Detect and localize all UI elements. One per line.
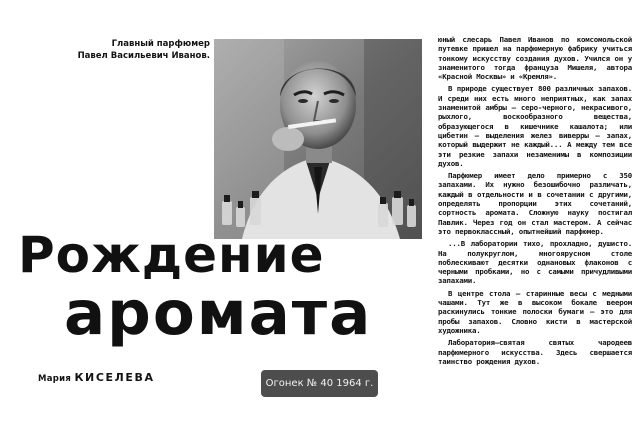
caption-line-1: Главный парфюмер — [111, 39, 210, 49]
article-paragraph: Лаборатория—святая святых чародеев парфюмерного искусства. Здесь свершается таинство рождения духов. — [438, 338, 632, 366]
article-paragraph: юный слесарь Павел Иванов по комсомольской путевке пришел на парфюмерную фабрику учиться тонкому искусству создания духов. Учился он у знаменитого тогда француза Мишеля, автора «Красной Москвы» и «Кремля». — [438, 35, 632, 82]
perfumer-portrait-image — [214, 39, 422, 239]
perfumer-photo — [214, 39, 422, 239]
headline-word-1: Рождение — [18, 226, 325, 284]
article-column — [438, 35, 632, 420]
author-first-name: Мария — [38, 374, 72, 384]
author-byline — [38, 371, 155, 384]
caption-line-2: Павел Васильевич Иванов. — [77, 51, 210, 61]
article-paragraph: Парфюмер имеет дело примерно с 350 запахами. Их нужно безошибочно различать, каждый в отдельности и в сочетании с другими, определять пропорции этих сочетаний, сортность аромата. Сложную науку постигал Павлик. Через год он стал мастером. А сейчас это первоклассный, опытнейший парфюмер. — [438, 171, 632, 236]
source-badge-label: Огонек № 40 1964 г. — [265, 378, 374, 389]
photo-caption — [4, 38, 210, 62]
article-paragraph: В центре стола — старинные весы с медными чашами. Тут же в высоком бокале веером раскинулись тонкие полоски бумаги — это для пробы запахов. Словно кисти в мастерской художника. — [438, 288, 632, 335]
article-paragraph: ...В лаборатории тихо, прохладно, душисто. На полукруглом, многоярусном столе поблескивают десятки однановых флаконов с черными пробками, но с самыми причудливыми запахами. — [438, 239, 632, 286]
headline-word-2: аромата — [64, 278, 373, 349]
article-paragraph: В природе существует 800 различных запахов. И среди них есть много неприятных, как запах знаменитой амбры — серо-черного, некрасивого, рыхлого, воскообразного вещества, образующегося в кишечнике кашалота; или цибетин — выделения желез виверры — запах, который выдержит не каждый... А между тем все эти резкие запахи незаменимы в композиции духов. — [438, 84, 632, 168]
author-last-name: КИСЕЛЕВА — [74, 371, 155, 384]
source-badge — [261, 370, 378, 397]
